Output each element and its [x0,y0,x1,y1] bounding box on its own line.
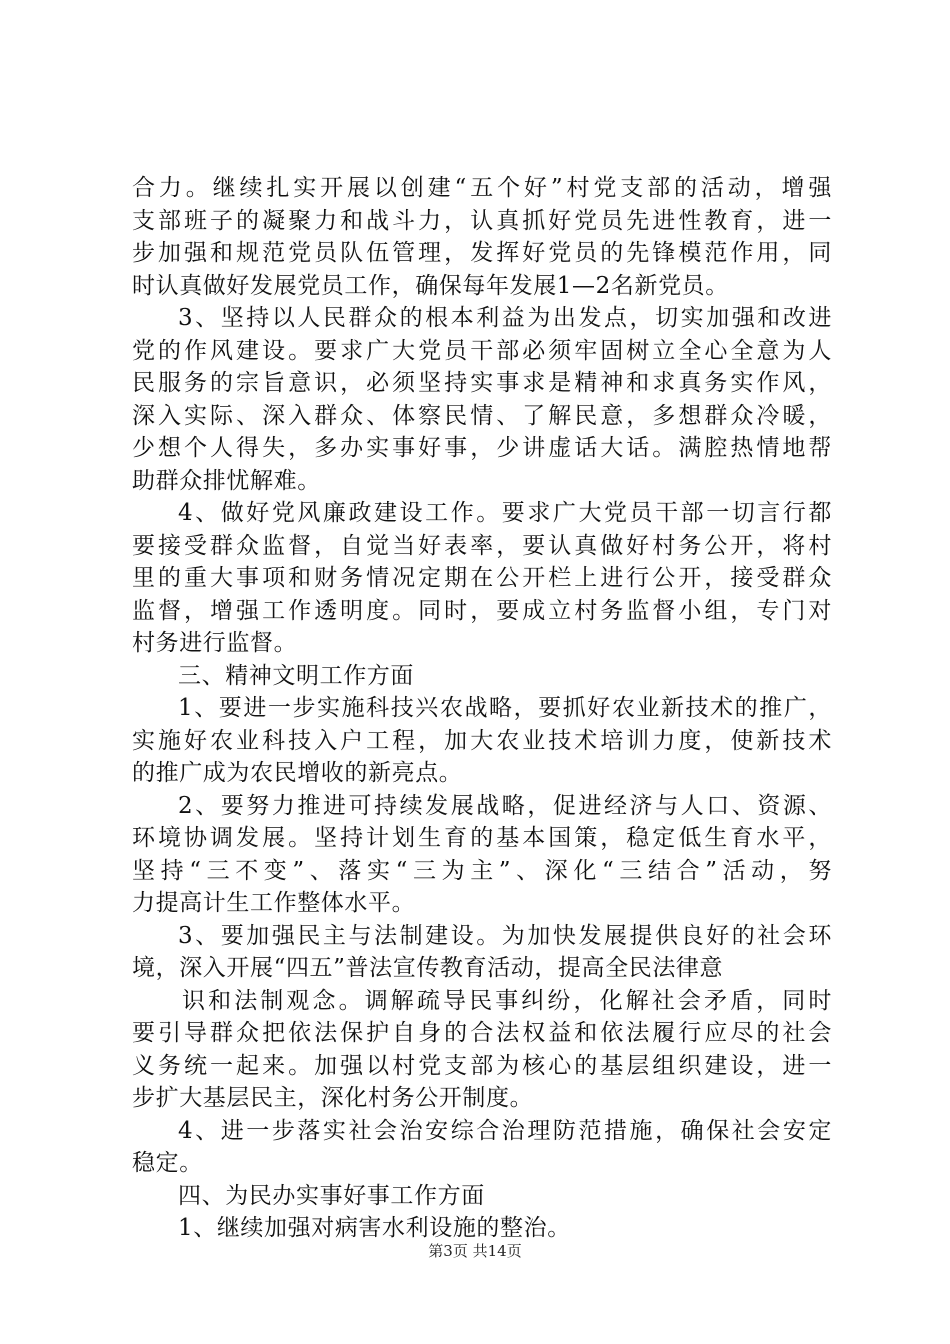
paragraph-line: 监督，增强工作透明度。同时，要成立村务监督小组，专门对 [132,597,832,624]
page-number-footer: 第3页 共14页 [428,1242,522,1260]
paragraph-line: 民服务的宗旨意识，必须坚持实事求是精神和求真务实作风， [132,370,832,396]
paragraph-line: 步加强和规范党员队伍管理，发挥好党员的先锋模范作用，同 [132,240,832,266]
paragraph-line: 坚持“三不变”、落实“三为主”、深化“三结合”活动，努 [132,857,832,884]
paragraph-line: 识和法制观念。调解疏导民事纠纷，化解社会矛盾，同时 [182,987,832,1014]
paragraph-line: 要接受群众监督，自觉当好表率，要认真做好村务公开，将村 [132,532,832,559]
paragraph-line: 助群众排忧解难。 [132,467,321,494]
paragraph-line: 里的重大事项和财务情况定期在公开栏上进行公开，接受群众 [132,565,832,591]
document-body [132,172,832,1245]
paragraph-line: 3、要加强民主与法制建设。为加快发展提供良好的社会环 [178,922,832,949]
paragraph-line: 环境协调发展。坚持计划生育的基本国策，稳定低生育水平， [132,825,832,851]
paragraph-line: 4、做好党风廉政建设工作。要求广大党员干部一切言行都 [178,500,832,526]
paragraph-line: 稳定。 [132,1150,203,1176]
paragraph-line: 步扩大基层民主，深化村务公开制度。 [132,1085,534,1111]
section-heading: 三、精神文明工作方面 [178,662,414,689]
paragraph-line: 境，深入开展“四五”普法宣传教育活动，提高全民法律意 [132,955,724,981]
paragraph-line: 少想个人得失，多办实事好事，少讲虚话大话。满腔热情地帮 [132,435,832,461]
section-heading: 四、为民办实事好事工作方面 [178,1182,485,1209]
paragraph-line: 义务统一起来。加强以村党支部为核心的基层组织建设，进一 [132,1052,832,1079]
paragraph-line: 的推广成为农民增收的新亮点。 [132,760,463,786]
paragraph-line: 力提高计生工作整体水平。 [132,890,416,916]
paragraph-line: 支部班子的凝聚力和战斗力，认真抓好党员先进性教育，进一 [132,207,832,234]
paragraph-line: 深入实际、深入群众、体察民情、了解民意，多想群众冷暖， [132,402,832,429]
paragraph-line: 要引导群众把依法保护自身的合法权益和依法履行应尽的社会 [132,1020,832,1046]
paragraph-line: 1、要进一步实施科技兴农战略，要抓好农业新技术的推广， [178,695,832,721]
paragraph-line: 3、坚持以人民群众的根本利益为出发点，切实加强和改进 [178,305,832,331]
paragraph-line: 村务进行监督。 [132,630,298,656]
paragraph-line: 实施好农业科技入户工程，加大农业技术培训力度，使新技术 [132,727,832,754]
paragraph-line: 2、要努力推进可持续发展战略，促进经济与人口、资源、 [178,792,832,819]
paragraph-line: 合力。继续扎实开展以创建“五个好”村党支部的活动，增强 [132,175,832,201]
paragraph-line: 4、进一步落实社会治安综合治理防范措施，确保社会安定 [178,1117,832,1144]
paragraph-line: 党的作风建设。要求广大党员干部必须牢固树立全心全意为人 [132,337,832,364]
paragraph-line: 时认真做好发展党员工作，确保每年发展1—2名新党员。 [132,272,729,299]
paragraph-line: 1、继续加强对病害水利设施的整治。 [178,1215,571,1241]
